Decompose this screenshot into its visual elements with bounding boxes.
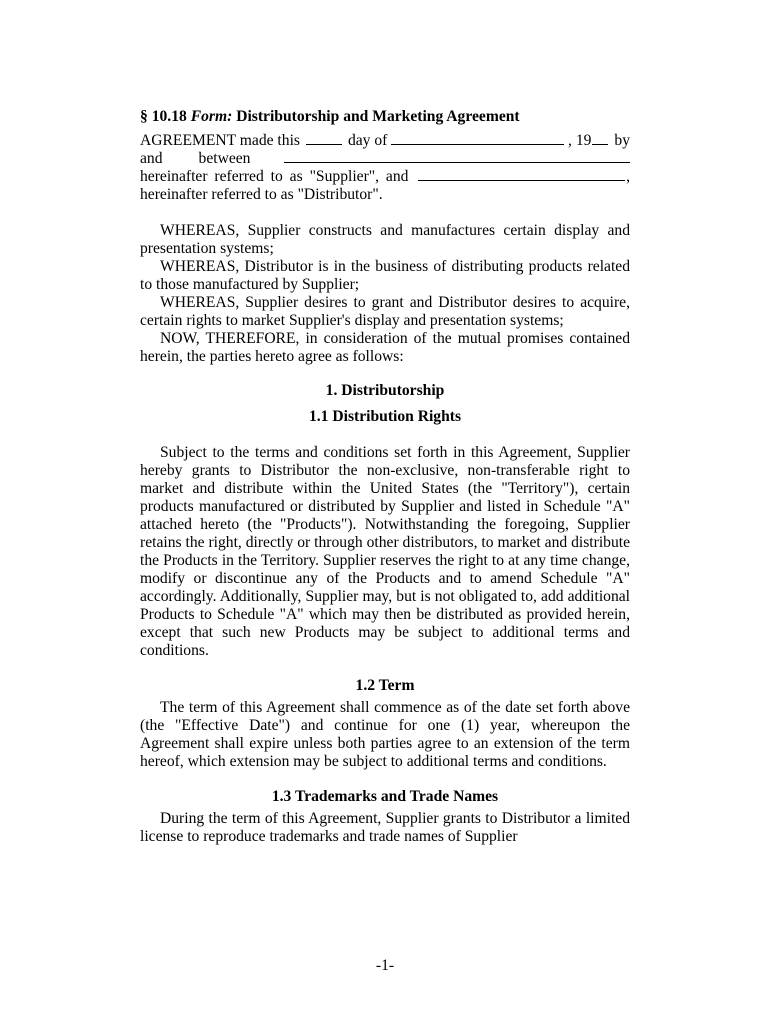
parties-line	[140, 150, 630, 168]
year-blank[interactable]	[592, 132, 608, 145]
section-1-1-body: Subject to the terms and conditions set forth in this Agreement, Supplier hereby grants to Distributor the non-exclusive, non-transferable right to market and distribute within the United States (the "Territory"), certain products manufactured or distributed by Supplier and listed in Schedule "A" attached hereto (the "Products"). Notwithstanding the foregoing, Supplier retains the right, directly or through other distributors, to market and distribute the Products in the Territory. Supplier reserves the right to at any time change, modify or discontinue any of the Products and to amend Schedule "A" accordingly. Additionally, Supplier may, but is not obligated to, add additional Products to Schedule "A" which may then be distributed as provided herein, except that such new Products may be subject to additional terms and conditions.	[140, 444, 630, 659]
title-form-label: Form:	[190, 108, 233, 125]
day-blank[interactable]	[306, 132, 342, 145]
by-label: by	[614, 132, 630, 149]
section-1-1-heading: 1.1 Distribution Rights	[308, 408, 462, 425]
and-label: and	[140, 150, 163, 167]
comma-label: ,	[626, 168, 630, 185]
agreement-date-line	[140, 132, 630, 150]
document-title	[140, 108, 630, 126]
supplier-name-blank[interactable]	[284, 150, 630, 163]
title-section-number: § 10.18	[140, 108, 187, 125]
supplier-reference-label: hereinafter referred to as "Supplier", and	[140, 168, 409, 185]
month-blank[interactable]	[391, 132, 564, 145]
recital-2: WHEREAS, Distributor is in the business of distributing products related to those manufactured by Supplier;	[140, 258, 630, 293]
day-of-label: day of	[347, 132, 388, 149]
recital-4: NOW, THEREFORE, in consideration of the mutual promises contained herein, the parties hereto agree as follows:	[140, 330, 630, 365]
title-text: Distributorship and Marketing Agreement	[236, 108, 520, 125]
section-1-3-heading: 1.3 Trademarks and Trade Names	[271, 788, 499, 805]
section-1-3-body: During the term of this Agreement, Supplier grants to Distributor a limited license to reproduce trademarks and trade names of Supplier	[140, 810, 630, 845]
recital-1: WHEREAS, Supplier constructs and manufactures certain display and presentation systems;	[140, 222, 630, 257]
between-label: between	[198, 150, 251, 167]
document-page	[140, 108, 630, 846]
supplier-reference-line	[140, 168, 630, 186]
agreement-made-label: AGREEMENT made this	[140, 132, 300, 149]
section-1-2-heading: 1.2 Term	[355, 677, 415, 694]
distributor-name-blank[interactable]	[418, 168, 625, 181]
section-1-2-body: The term of this Agreement shall commence as of the date set forth above (the "Effective Date") and continue for one (1) year, whereupon the Agreement shall expire unless both parties agree to an extension of the term hereof, which extension may be subject to additional terms and conditions.	[140, 699, 630, 770]
recital-3: WHEREAS, Supplier desires to grant and Distributor desires to acquire, certain rights to market Supplier's display and presentation systems;	[140, 294, 630, 329]
section-1-heading: 1. Distributorship	[325, 382, 445, 399]
year-prefix-label: , 19	[568, 132, 592, 149]
distributor-reference: hereinafter referred to as "Distributor".	[140, 186, 383, 203]
page-number: -1-	[375, 957, 395, 974]
